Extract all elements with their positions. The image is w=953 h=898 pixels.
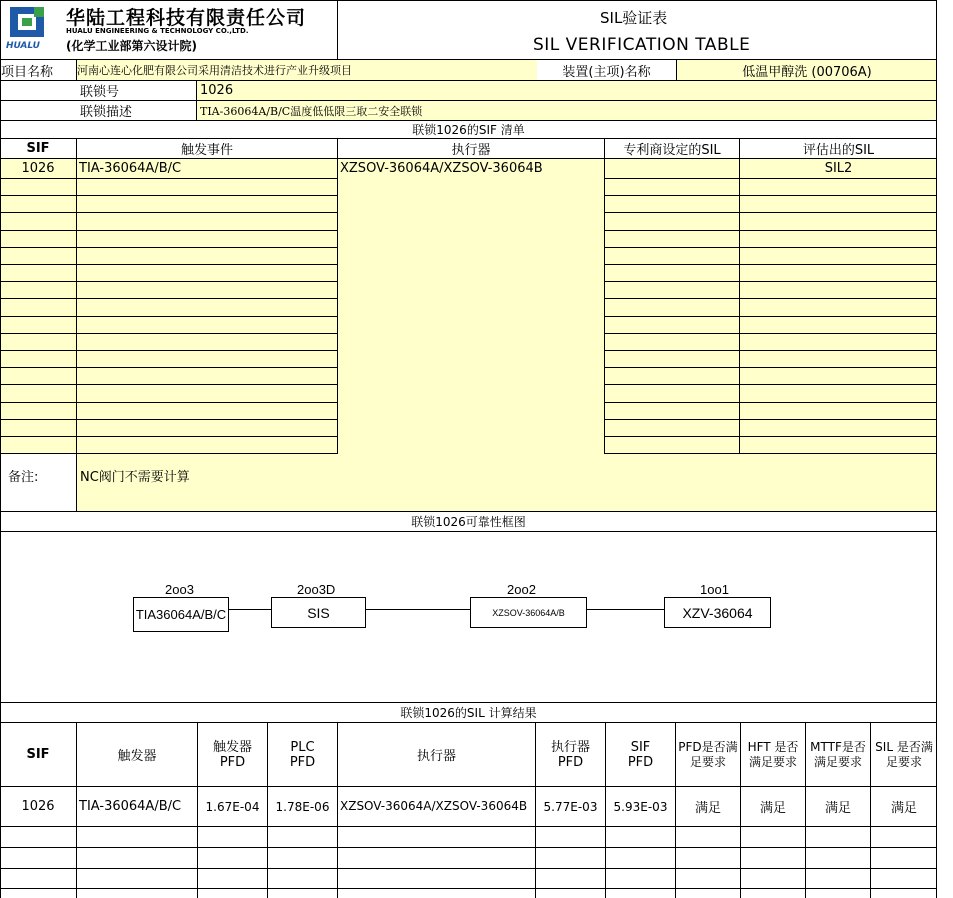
res-mttf-ok-cell: 满足 <box>806 787 871 826</box>
res-actuator-header: 执行器 <box>338 723 536 786</box>
results-title: 联锁1026的SIL 计算结果 <box>400 706 537 720</box>
block-4-valve: XZV-36064 <box>664 597 771 628</box>
block-2-sis: SIS <box>271 597 366 628</box>
sif-list-empty-cell <box>740 420 937 436</box>
sif-list-empty-cell <box>0 248 77 264</box>
results-empty-cell <box>741 848 806 868</box>
sif-list-empty-cell <box>77 248 338 264</box>
unit-label: 装置(主项)名称 <box>537 60 677 80</box>
block-1-vote: 2oo3 <box>165 582 194 597</box>
sif-list-empty-cell <box>740 196 937 212</box>
sif-list-empty-cell <box>605 403 740 419</box>
trigger-cell: TIA-36064A/B/C <box>77 159 338 178</box>
res-pfd-ok-cell: 满足 <box>676 787 741 826</box>
sif-list-empty-cell <box>77 231 338 247</box>
res-sif-pfd-header: SIF PFD <box>606 723 676 786</box>
results-empty-row <box>0 869 937 889</box>
connector-line-2 <box>365 609 470 610</box>
sif-list-empty-cell <box>740 437 937 453</box>
sif-list-empty-cell <box>740 351 937 367</box>
logo-text: HUALU <box>6 41 40 51</box>
sif-list-empty-cell <box>77 265 338 281</box>
hualu-logo <box>4 5 62 53</box>
connector-line-3 <box>586 609 664 610</box>
results-empty-cell <box>198 889 268 898</box>
sif-list-empty-cell <box>740 368 937 384</box>
results-empty-cell <box>268 869 338 888</box>
company-block <box>0 1 338 59</box>
results-empty-cell <box>806 869 871 888</box>
results-empty-cell <box>741 889 806 898</box>
sif-list-empty-cell <box>605 231 740 247</box>
sif-list-empty-cell <box>77 196 338 212</box>
results-empty-cell <box>676 889 741 898</box>
res-trigger-pfd-cell: 1.67E-04 <box>198 787 268 826</box>
results-empty-cell <box>268 827 338 847</box>
project-row <box>0 60 937 81</box>
table-title-en: SIL VERIFICATION TABLE <box>533 35 751 55</box>
sif-cell: 1026 <box>0 159 77 178</box>
res-actuator-pfd-header: 执行器PFD <box>536 723 606 786</box>
results-empty-cell <box>806 889 871 898</box>
remarks-row <box>0 454 937 512</box>
results-empty-cell <box>338 827 536 847</box>
remarks-value: NC阀门不需要计算 <box>77 454 937 511</box>
res-hft-ok-header: HFT 是否满足要求 <box>741 723 806 786</box>
diagram-title-row <box>0 512 937 532</box>
sif-list-empty-cell <box>0 179 77 195</box>
results-empty-cell <box>606 848 676 868</box>
res-sif-pfd-cell: 5.93E-03 <box>606 787 676 826</box>
results-empty-cell <box>871 869 937 888</box>
results-empty-cell <box>606 869 676 888</box>
res-actuator-pfd-cell: 5.77E-03 <box>536 787 606 826</box>
actuator-cell: XZSOV-36064A/XZSOV-36064B <box>338 159 605 178</box>
sif-list-empty-cell <box>0 385 77 402</box>
sif-list-empty-cell <box>0 282 77 298</box>
remarks-label: 备注: <box>0 454 77 511</box>
sif-list-empty-cell <box>740 265 937 281</box>
sif-list-empty-cell <box>77 385 338 402</box>
res-actuator-cell: XZSOV-36064A/XZSOV-36064B <box>338 787 536 826</box>
interlock-desc-value: TIA-36064A/B/C温度低低限三取二安全联锁 <box>197 101 937 120</box>
results-title-row <box>0 703 937 723</box>
res-trigger-cell: TIA-36064A/B/C <box>77 787 198 826</box>
res-sil-ok-cell: 满足 <box>890 801 917 816</box>
sif-list-empty-cell <box>77 334 338 350</box>
results-empty-cell <box>0 848 77 868</box>
results-empty-cell <box>338 889 536 898</box>
sif-list-empty-cell <box>77 317 338 333</box>
sif-list-empty-cell <box>77 213 338 230</box>
sif-list-empty-cell <box>740 248 937 264</box>
results-header-row <box>0 723 937 787</box>
sif-list-empty-cell <box>605 317 740 333</box>
results-empty-row <box>0 889 937 898</box>
sif-list-empty-cell <box>0 437 77 453</box>
sif-list-empty-cell <box>77 282 338 298</box>
project-value: 河南心连心化肥有限公司采用清洁技术进行产业升级项目 <box>77 60 537 80</box>
unit-value: 低温甲醇洗 (00706A) <box>677 60 937 80</box>
actuator-merged-cell <box>338 178 605 454</box>
results-empty-cell <box>0 869 77 888</box>
res-plc-pfd-cell: 1.78E-06 <box>268 787 338 826</box>
results-empty-cell <box>0 889 77 898</box>
sif-list-empty-cell <box>0 420 77 436</box>
block-4-vote: 1oo1 <box>700 582 729 597</box>
sif-list-empty-cell <box>77 351 338 367</box>
sif-list-empty-cell <box>0 368 77 384</box>
sif-list-empty-cell <box>605 385 740 402</box>
results-empty-cell <box>676 869 741 888</box>
results-empty-cell <box>606 889 676 898</box>
connector-line-1 <box>228 609 271 610</box>
sif-list-empty-cell <box>0 196 77 212</box>
results-empty-cell <box>77 869 198 888</box>
sif-list-empty-cell <box>605 179 740 195</box>
actuator-col-header: 执行器 <box>338 139 605 158</box>
results-empty-cell <box>676 848 741 868</box>
results-empty-cell <box>268 848 338 868</box>
sif-list-empty-cell <box>605 420 740 436</box>
reliability-diagram <box>0 532 937 703</box>
sif-list-empty-cell <box>605 282 740 298</box>
results-data-row <box>0 787 937 827</box>
results-empty-cell <box>676 827 741 847</box>
sif-col-header: SIF <box>0 139 77 158</box>
sif-list-empty-cell <box>740 403 937 419</box>
results-empty-cell <box>606 827 676 847</box>
res-sif-header: SIF <box>0 723 77 786</box>
results-empty-cell <box>268 889 338 898</box>
results-empty-cell <box>741 869 806 888</box>
sif-list-empty-cell <box>0 317 77 333</box>
sif-list-title: 联锁1026的SIF 清单 <box>412 123 525 137</box>
res-sil-ok-header: SIL 是否满足要求 <box>875 739 933 769</box>
sif-list-empty-cell <box>605 213 740 230</box>
sif-list-empty-cell <box>605 368 740 384</box>
block-2-vote: 2oo3D <box>297 582 336 597</box>
results-empty-cell <box>77 827 198 847</box>
results-empty-cell <box>871 827 937 847</box>
diagram-title: 联锁1026可靠性框图 <box>411 515 526 529</box>
sif-list-empty-cell <box>740 299 937 316</box>
results-empty-cell <box>198 869 268 888</box>
results-empty-cell <box>338 869 536 888</box>
licensor-sil-col-header: 专利商设定的SIL <box>605 139 740 158</box>
sif-list-empty-cell <box>740 334 937 350</box>
sif-list-empty-cell <box>0 231 77 247</box>
sif-list-empty-cell <box>740 282 937 298</box>
block-3-actuator: XZSOV-36064A/B <box>470 597 587 628</box>
interlock-desc-row <box>0 101 937 121</box>
company-name-en: HUALU ENGINEERING & TECHNOLOGY CO.,LTD. <box>66 27 249 35</box>
results-empty-row <box>0 848 937 869</box>
sif-list-empty-cell <box>77 437 338 453</box>
results-empty-cell <box>77 889 198 898</box>
results-empty-cell <box>198 827 268 847</box>
results-empty-cell <box>806 848 871 868</box>
sif-list-empty-cell <box>605 196 740 212</box>
res-hft-ok-cell: 满足 <box>741 787 806 826</box>
results-empty-cell <box>536 848 606 868</box>
results-empty-cell <box>536 889 606 898</box>
sif-list-empty-cell <box>605 437 740 453</box>
results-empty-cell <box>536 827 606 847</box>
sif-list-empty-cell <box>605 299 740 316</box>
block-3-vote: 2oo2 <box>507 582 536 597</box>
sif-list-empty-cell <box>77 420 338 436</box>
results-empty-cell <box>0 827 77 847</box>
sif-list-empty-cell <box>0 403 77 419</box>
results-empty-cell <box>77 848 198 868</box>
interlock-desc-label: 联锁描述 <box>0 101 197 120</box>
sif-list-empty-cell <box>605 351 740 367</box>
res-plc-pfd-header: PLC PFD <box>268 723 338 786</box>
sif-list-empty-cell <box>77 179 338 195</box>
interlock-no-label: 联锁号 <box>0 81 197 100</box>
sif-list-empty-cell <box>740 231 937 247</box>
sif-list-empty-cell <box>740 213 937 230</box>
sif-list-empty-cell <box>740 317 937 333</box>
results-empty-cell <box>338 848 536 868</box>
sif-list-empty-cell <box>77 299 338 316</box>
assessed-sil-cell: SIL2 <box>740 159 937 178</box>
sif-list-empty-cell <box>0 213 77 230</box>
res-trigger-header: 触发器 <box>77 723 198 786</box>
sif-list-empty-cell <box>0 265 77 281</box>
sif-list-empty-cell <box>740 179 937 195</box>
sif-list-empty-cell <box>77 368 338 384</box>
project-label: 项目名称 <box>0 60 77 80</box>
results-empty-cell <box>871 848 937 868</box>
sif-list-empty-cell <box>0 334 77 350</box>
company-name-cn: 华陆工程科技有限责任公司 <box>66 7 307 29</box>
sif-list-empty-cell <box>605 248 740 264</box>
licensor-sil-cell <box>605 159 740 178</box>
results-empty-cell <box>806 827 871 847</box>
sif-list-empty-cell <box>605 334 740 350</box>
results-empty-cell <box>536 869 606 888</box>
res-sif-cell: 1026 <box>0 787 77 826</box>
results-empty-cell <box>741 827 806 847</box>
block-1-trigger: TIA36064A/B/C <box>133 597 229 632</box>
results-empty-cell <box>198 848 268 868</box>
interlock-no-row <box>0 81 937 101</box>
sif-list-data-row <box>0 159 937 179</box>
interlock-no-value: 1026 <box>197 81 937 100</box>
res-mttf-ok-header: MTTF是否满足要求 <box>806 723 871 786</box>
sif-list-empty-cell <box>77 403 338 419</box>
sif-list-empty-cell <box>605 265 740 281</box>
assessed-sil-col-header: 评估出的SIL <box>802 143 875 158</box>
res-trigger-pfd-header: 触发器PFD <box>198 723 268 786</box>
sif-list-title-row <box>0 121 937 139</box>
results-empty-row <box>0 827 937 848</box>
results-empty-cell <box>871 889 937 898</box>
sif-list-header-row <box>0 139 937 159</box>
table-title-block <box>338 1 937 59</box>
trigger-col-header: 触发事件 <box>77 139 338 158</box>
company-subtitle: (化学工业部第六设计院) <box>66 39 197 53</box>
res-pfd-ok-header: PFD是否满足要求 <box>676 723 741 786</box>
sif-list-empty-cell <box>0 351 77 367</box>
sif-list-empty-cell <box>740 385 937 402</box>
sif-list-empty-cell <box>0 299 77 316</box>
table-title-cn: SIL验证表 <box>600 9 668 27</box>
header-row <box>0 0 937 60</box>
